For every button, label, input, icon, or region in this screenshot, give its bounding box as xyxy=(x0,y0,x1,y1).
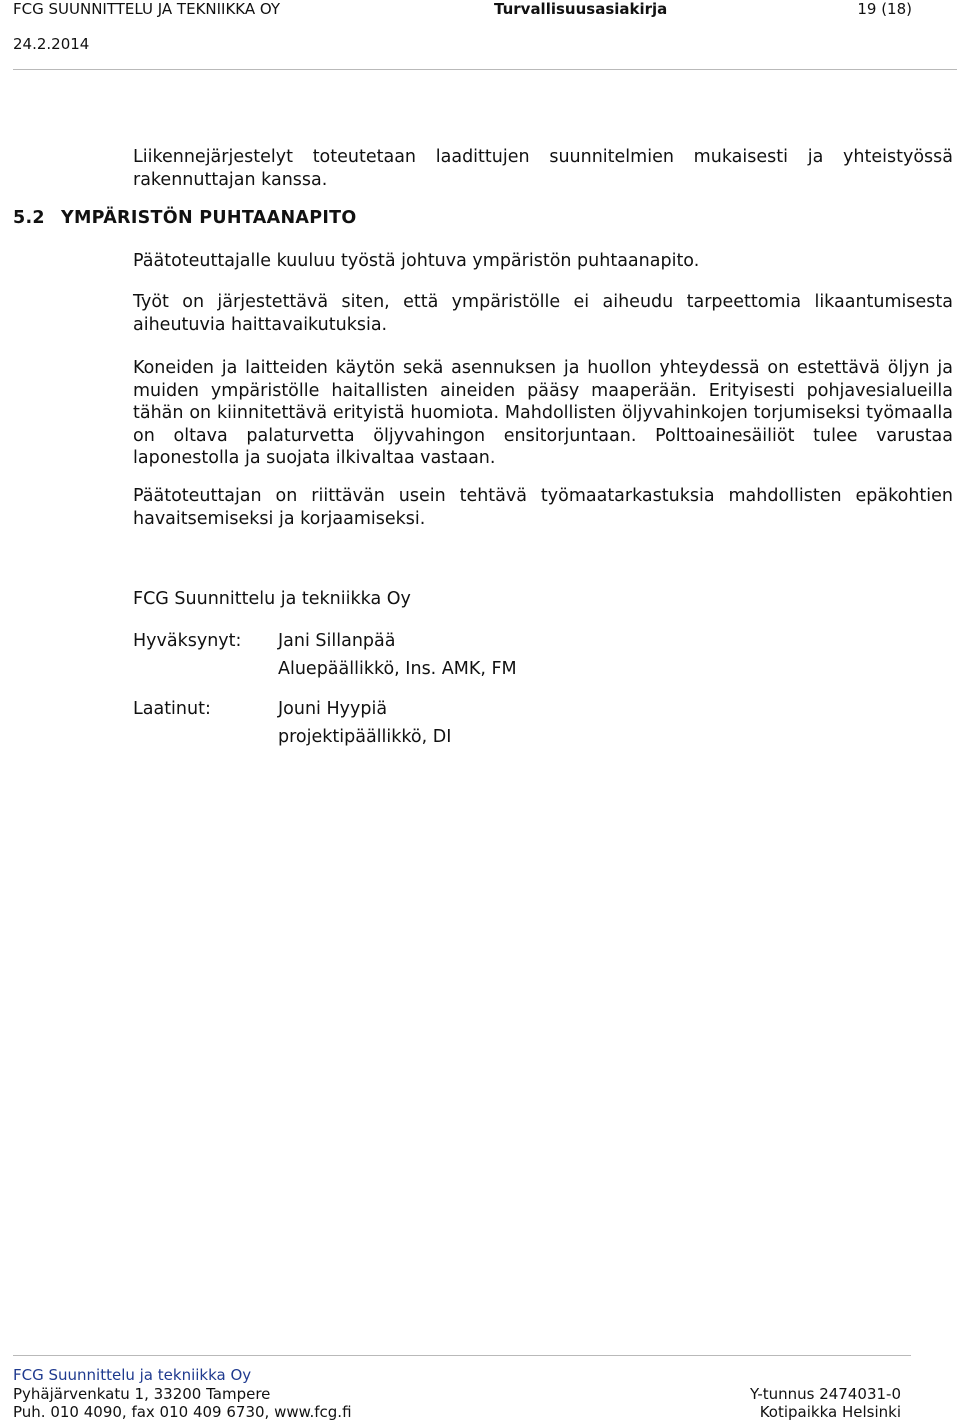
footer-business-id: Y-tunnus 2474031-0 xyxy=(749,1385,901,1403)
footer-contact: Puh. 010 4090, fax 010 409 6730, www.fcg.fi xyxy=(13,1403,352,1421)
page-header xyxy=(13,0,912,22)
section-heading xyxy=(13,208,357,228)
prepared-label: Laatinut: xyxy=(133,699,211,719)
signature-company: FCG Suunnittelu ja tekniikka Oy xyxy=(133,589,411,609)
approved-block xyxy=(278,627,517,683)
paragraph-work-arrangement: Työt on järjestettävä siten, että ympäristölle ei aiheudu tarpeettomia likaantumisesta aiheutuvia haittavaikutuksia. xyxy=(133,292,953,335)
header-date: 24.2.2014 xyxy=(13,35,90,53)
paragraph-traffic-arrangements: Liikennejärjestelyt toteutetaan laadittujen suunnitelmien mukaisesti ja yhteistyössä rakennuttajan kanssa. xyxy=(133,147,953,190)
paragraph-site-inspections: Päätoteuttajan on riittävän usein tehtävä työmaatarkastuksia mahdollisten epäkohtien havaitsemiseksi ja korjaamiseksi. xyxy=(133,486,953,529)
paragraph-cleanliness-responsibility: Päätoteuttajalle kuuluu työstä johtuva ympäristön puhtaanapito. xyxy=(133,251,700,271)
paragraph-oil-prevention: Koneiden ja laitteiden käytön sekä asennuksen ja huollon yhteydessä on estettävä öljyn ja muiden ympäristölle haitallisten aineiden pääsy maaperään. Erityisesti pohjavesialueilla tähän on kiinnitettävä erityistä huomiota. Mahdollisten öljyvahinkojen torjumiseksi työmaalla on oltava palaturvetta öljyvahingon ensitorjuntaan. Polttoainesäiliöt tulee varustaa laponestolla ja suojata ilkivaltaa vastaan. xyxy=(133,358,953,468)
approved-title: Aluepäällikkö, Ins. AMK, FM xyxy=(278,659,517,679)
approved-label: Hyväksynyt: xyxy=(133,631,242,651)
header-document-title: Turvallisuusasiakirja xyxy=(494,0,668,18)
section-number: 5.2 xyxy=(13,208,45,228)
header-page-number: 19 (18) xyxy=(857,0,912,18)
header-divider xyxy=(13,69,957,70)
footer-address: Pyhäjärvenkatu 1, 33200 Tampere xyxy=(13,1385,271,1403)
footer-company: FCG Suunnittelu ja tekniikka Oy xyxy=(13,1366,252,1384)
approved-name: Jani Sillanpää xyxy=(278,631,396,651)
prepared-name: Jouni Hyypiä xyxy=(278,699,388,719)
footer-domicile: Kotipaikka Helsinki xyxy=(759,1403,901,1421)
section-title: YMPÄRISTÖN PUHTAANAPITO xyxy=(61,208,357,228)
prepared-block xyxy=(278,695,451,751)
prepared-title: projektipäällikkö, DI xyxy=(278,727,452,747)
header-company: FCG SUUNNITTELU JA TEKNIIKKA OY xyxy=(13,0,281,18)
footer-divider xyxy=(13,1355,911,1356)
